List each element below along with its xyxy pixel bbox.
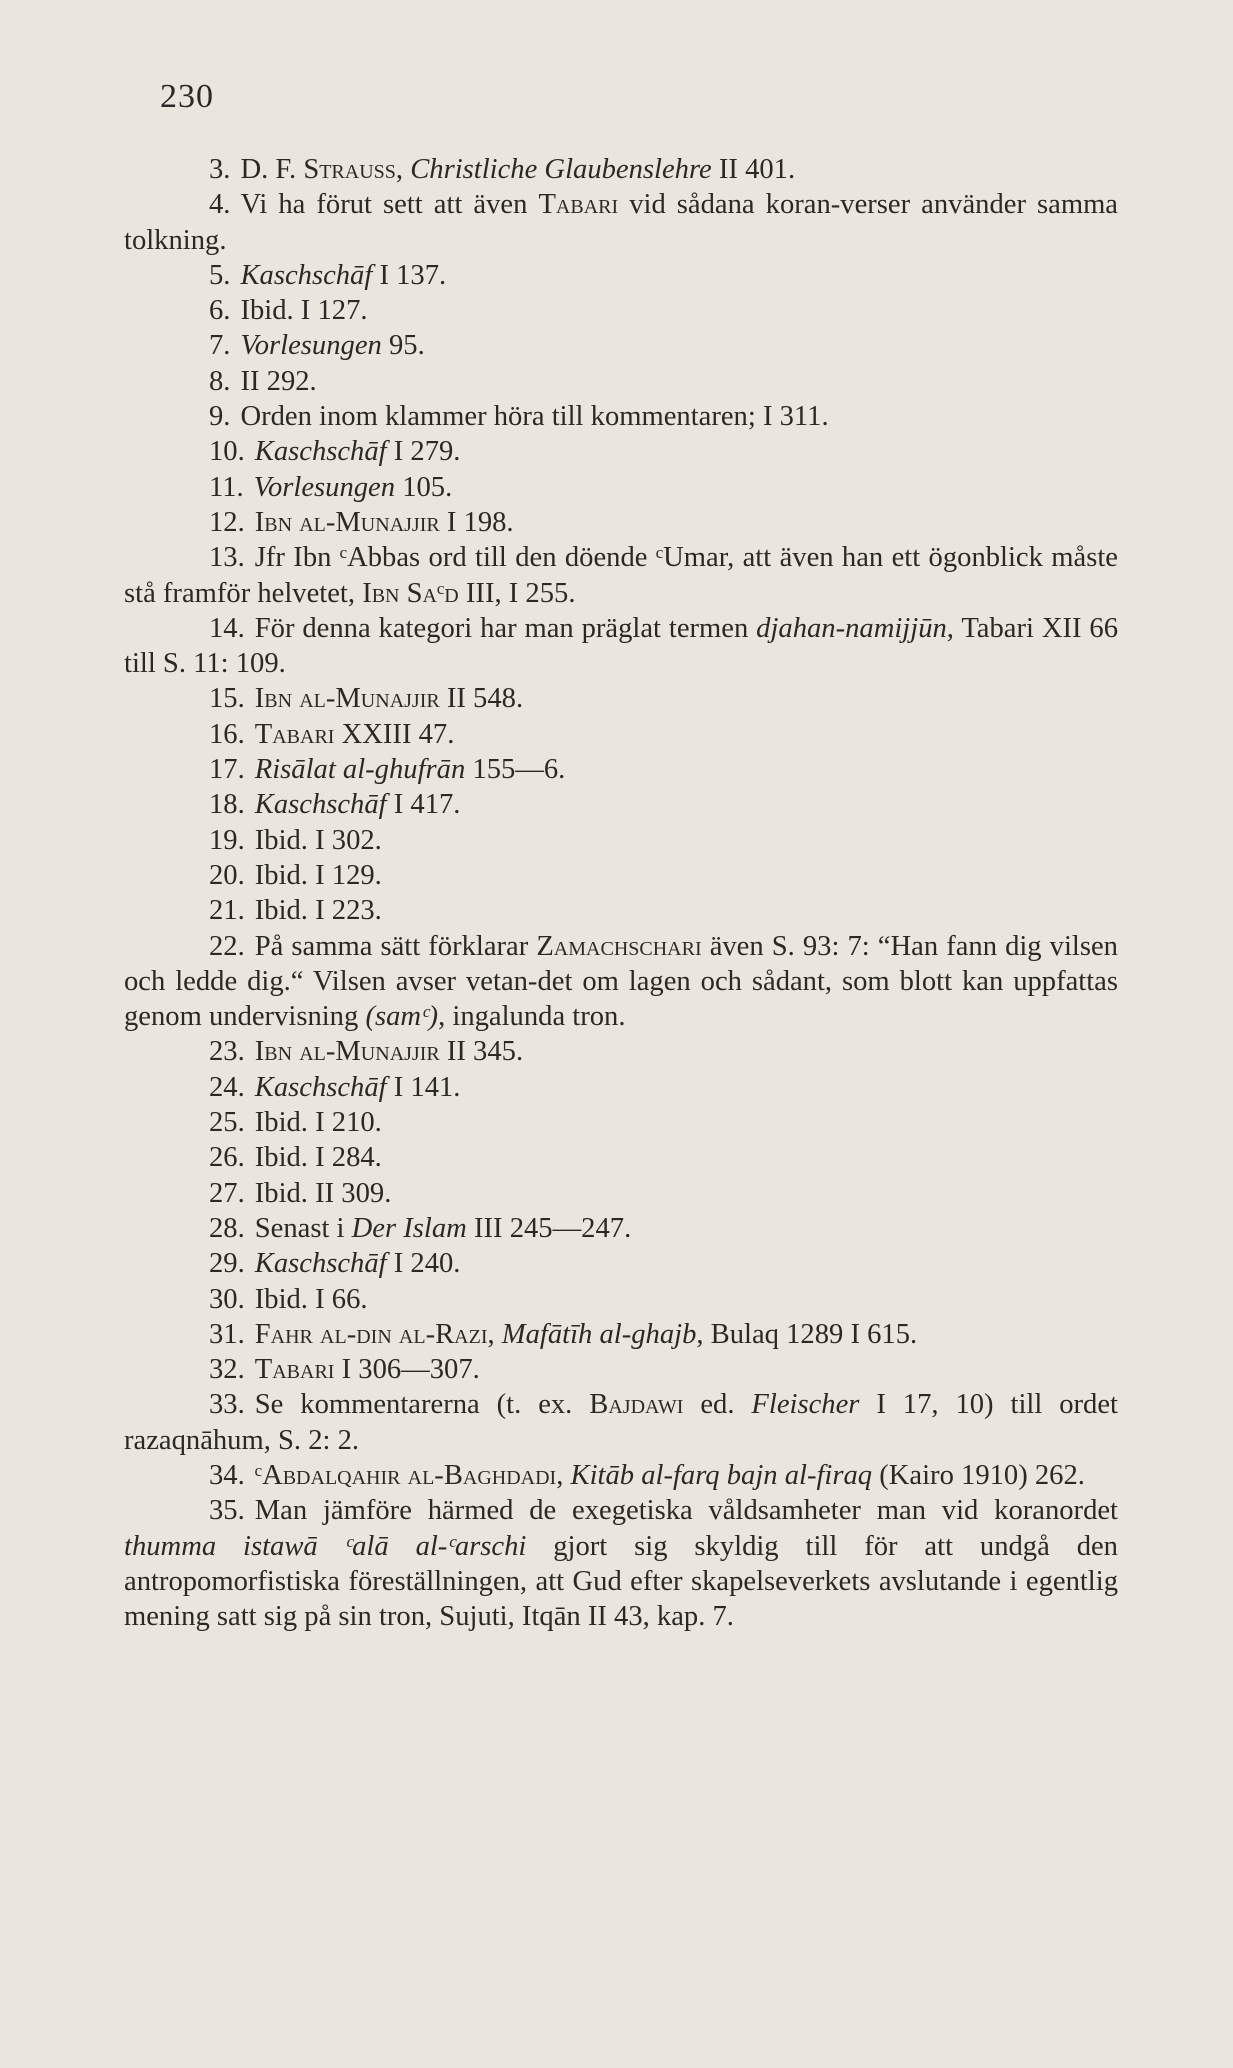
footnote bbox=[124, 152, 1118, 187]
footnote-number: 27. bbox=[209, 1177, 245, 1209]
page-number: 230 bbox=[160, 78, 214, 115]
footnote-text-post: , Tabari XII 66 till S. 11: 109. bbox=[124, 612, 1118, 680]
footnote bbox=[124, 717, 1118, 752]
footnote-number: 15. bbox=[209, 683, 245, 715]
footnote bbox=[124, 1317, 1118, 1352]
footnote-text-pre: Vi ha förut sett att även bbox=[240, 189, 539, 221]
footnote-text-mid: , bbox=[395, 154, 411, 185]
footnote bbox=[124, 893, 1118, 928]
footnote bbox=[124, 611, 1118, 682]
footnote-text-post: I 141. bbox=[386, 1071, 461, 1103]
footnote-text-post: gjort sig skyldig till för att undgå den antropomorfistiska föreställningen, att Gud efter skapelseverkets avslutande i egentlig mening satt sig på sin tron, Sujuti, Itqān II 43, kap. 7. bbox=[124, 1530, 1118, 1633]
footnote-text-sc: Bajdawi bbox=[589, 1389, 684, 1421]
footnote-text-it: Christliche Glaubenslehre bbox=[410, 154, 712, 185]
footnote bbox=[124, 505, 1118, 540]
footnote-number: 31. bbox=[209, 1318, 245, 1350]
footnote-text-mid: , bbox=[556, 1459, 571, 1491]
footnote-number: 22. bbox=[209, 930, 245, 962]
footnote-number: 23. bbox=[209, 1036, 245, 1068]
footnote-text-it: Mafātīh al-ghajb bbox=[501, 1318, 697, 1350]
footnote-number: 18. bbox=[209, 789, 245, 821]
footnote-number: 9. bbox=[209, 401, 231, 433]
footnote-number: 14. bbox=[209, 612, 245, 644]
footnote-text-mid: XXIII 47. bbox=[334, 718, 455, 750]
footnote-text-pre: Ibid. I 127. bbox=[240, 295, 368, 327]
footnote-text-it: Kaschschāf bbox=[254, 789, 387, 821]
footnote-number: 11. bbox=[209, 471, 244, 503]
footnote-number: 30. bbox=[209, 1283, 245, 1315]
footnote bbox=[124, 1176, 1118, 1211]
footnote-text-pre: Ibid. I 223. bbox=[254, 895, 382, 927]
footnote-text-mid: vid sådana koran-verser använder samma tolkning. bbox=[124, 189, 1119, 256]
footnote-text-it: thumma istawā ᶜalā al-ᶜarschi bbox=[124, 1530, 527, 1562]
footnote-text-pre: Ibid. I 66. bbox=[254, 1283, 368, 1315]
footnote-number: 28. bbox=[209, 1212, 245, 1244]
footnote-text-it: Der Islam bbox=[351, 1212, 467, 1244]
footnote bbox=[124, 1282, 1118, 1317]
footnote-text-post: I 417. bbox=[386, 789, 461, 821]
footnote-number: 12. bbox=[209, 506, 245, 538]
footnote-text-sc: Tabari bbox=[254, 1354, 335, 1386]
footnote-text-pre: För denna kategori har man präglat termen bbox=[254, 612, 757, 644]
footnote-text-it: Fleischer bbox=[751, 1389, 860, 1421]
footnote-text-it: Kitāb al-farq bajn al-firaq bbox=[570, 1459, 873, 1491]
footnote-text-it: Kaschschāf bbox=[254, 1248, 387, 1280]
footnote-number: 10. bbox=[209, 436, 245, 468]
footnote bbox=[124, 681, 1118, 716]
footnote-text-mid: I 198. bbox=[439, 506, 514, 538]
footnote-number: 32. bbox=[209, 1354, 245, 1386]
footnote-number: 35. bbox=[209, 1495, 245, 1527]
footnote-text-mid: ed. bbox=[683, 1389, 752, 1421]
footnote-number: 5. bbox=[209, 259, 231, 291]
footnote-text-mid: I 306—307. bbox=[334, 1354, 480, 1386]
footnote-number: 26. bbox=[209, 1142, 245, 1174]
footnote-text-mid: II 345. bbox=[439, 1036, 524, 1068]
footnote-text-post: I 279. bbox=[386, 436, 461, 468]
footnote-text-mid: även S. 93: 7: “Han fann dig vilsen och ledde dig.“ Vilsen avser vetan-det om lagen och sådant, som blott kan uppfattas genom undervisning bbox=[124, 930, 1118, 1033]
footnote-text-pre: Se kommentarerna (t. ex. bbox=[254, 1389, 590, 1421]
footnote-text-pre: D. F. bbox=[240, 154, 304, 185]
footnote bbox=[124, 293, 1118, 328]
footnote-number: 13. bbox=[209, 542, 245, 574]
footnote-text-it: djahan-namijjūn bbox=[756, 612, 947, 644]
footnote-text-it: Risālat al-ghufrān bbox=[254, 754, 466, 786]
footnote-number: 29. bbox=[209, 1248, 245, 1280]
footnote bbox=[124, 823, 1118, 858]
footnote-text-pre: Ibid. I 284. bbox=[254, 1142, 382, 1174]
footnote-number: 3. bbox=[209, 154, 231, 185]
footnote-text-post: 95. bbox=[381, 330, 425, 362]
footnote bbox=[124, 470, 1118, 505]
footnote-text-post: (Kairo 1910) 262. bbox=[872, 1459, 1085, 1491]
footnote bbox=[124, 328, 1118, 363]
footnote bbox=[124, 540, 1118, 611]
footnote-number: 19. bbox=[209, 824, 245, 856]
footnote-number: 6. bbox=[209, 295, 231, 327]
footnote-text-it: Vorlesungen bbox=[253, 471, 396, 503]
footnote-number: 25. bbox=[209, 1107, 245, 1139]
footnote bbox=[124, 1140, 1118, 1175]
footnote bbox=[124, 187, 1118, 258]
footnote-text-sc: Tabari bbox=[538, 189, 619, 221]
footnote-text-mid: II 548. bbox=[439, 683, 524, 715]
footnote-text-post: II 401. bbox=[711, 154, 796, 185]
footnote-text-pre: Senast i bbox=[254, 1212, 352, 1244]
footnote-text-it: Vorlesungen bbox=[240, 330, 382, 362]
footnote bbox=[124, 1070, 1118, 1105]
footnote-text-sc: Zamachschari bbox=[536, 930, 702, 962]
footnote bbox=[124, 364, 1118, 399]
footnotes-list bbox=[124, 152, 1118, 1634]
footnote-text-pre: Orden inom klammer höra till kommentaren; I 311. bbox=[240, 401, 829, 433]
footnote bbox=[124, 858, 1118, 893]
footnote-text-post: I 137. bbox=[372, 259, 447, 291]
footnote-text-post: 105. bbox=[395, 471, 453, 503]
footnote-number: 21. bbox=[209, 895, 245, 927]
footnote-number: 7. bbox=[209, 330, 231, 362]
footnote-text-pre: Jfr Ibn ᶜAbbas ord till den döende ᶜUmar, att även han ett ögonblick måste stå framför helvetet, bbox=[124, 542, 1118, 609]
footnote bbox=[124, 1387, 1118, 1458]
footnote bbox=[124, 434, 1118, 469]
footnote-number: 34. bbox=[209, 1459, 245, 1491]
footnote bbox=[124, 752, 1118, 787]
footnote-text-pre: Man jämföre härmed de exegetiska våldsamheter man vid koranordet bbox=[254, 1495, 1118, 1527]
footnote-number: 8. bbox=[209, 365, 231, 397]
footnote-text-sc: Ibn al-Munajjir bbox=[254, 683, 440, 715]
footnote-text-it: Kaschschāf bbox=[254, 436, 387, 468]
footnote-text-mid: , bbox=[487, 1318, 502, 1350]
footnote-text-mid: III, I 255. bbox=[458, 577, 576, 609]
footnote bbox=[124, 929, 1118, 1035]
footnote bbox=[124, 258, 1118, 293]
footnote-text-post: 155—6. bbox=[465, 754, 566, 786]
footnote-text-sc: Strauss bbox=[303, 154, 396, 185]
footnote-text-post: III 245—247. bbox=[466, 1212, 632, 1244]
footnote bbox=[124, 1246, 1118, 1281]
footnote bbox=[124, 399, 1118, 434]
footnote-text-post: I 17, 10) till ordet razaqnāhum, S. 2: 2. bbox=[124, 1389, 1118, 1456]
footnote-text-post: I 240. bbox=[386, 1248, 461, 1280]
footnote bbox=[124, 1211, 1118, 1246]
footnote-text-pre: På samma sätt förklarar bbox=[254, 930, 537, 962]
footnote-text-sc: Fahr al-din al-Razi bbox=[254, 1318, 488, 1350]
footnote bbox=[124, 1352, 1118, 1387]
footnote-text-pre: Ibid. I 129. bbox=[254, 859, 382, 891]
footnote-text-post: , ingalunda tron. bbox=[438, 1001, 626, 1033]
footnote-text-sc: Ibn Saᶜd bbox=[362, 577, 459, 609]
footnote-number: 20. bbox=[209, 859, 245, 891]
footnote-text-pre: II 292. bbox=[240, 365, 317, 397]
footnote-number: 4. bbox=[209, 189, 231, 221]
footnote-text-post: , Bulaq 1289 I 615. bbox=[696, 1318, 918, 1350]
footnote-text-it: (samᶜ) bbox=[365, 1001, 439, 1033]
footnote-text-pre: Ibid. II 309. bbox=[254, 1177, 392, 1209]
footnote-text-sc: Tabari bbox=[254, 718, 335, 750]
footnote bbox=[124, 1458, 1118, 1493]
footnote-number: 33. bbox=[209, 1389, 245, 1421]
footnote-text-sc: ᶜAbdalqahir al-Baghdadi bbox=[254, 1459, 557, 1491]
footnote-text-sc: Ibn al-Munajjir bbox=[254, 1036, 440, 1068]
footnote-number: 24. bbox=[209, 1071, 245, 1103]
footnote-number: 17. bbox=[209, 754, 245, 786]
footnote bbox=[124, 1493, 1118, 1634]
footnote-text-pre: Ibid. I 302. bbox=[254, 824, 382, 856]
footnote bbox=[124, 1105, 1118, 1140]
footnote-text-sc: Ibn al-Munajjir bbox=[254, 506, 440, 538]
footnote-number: 16. bbox=[209, 718, 245, 750]
footnote-text-it: Kaschschāf bbox=[240, 259, 373, 291]
footnote bbox=[124, 787, 1118, 822]
footnote-text-pre: Ibid. I 210. bbox=[254, 1107, 382, 1139]
footnote bbox=[124, 1034, 1118, 1069]
footnote-text-it: Kaschschāf bbox=[254, 1071, 387, 1103]
